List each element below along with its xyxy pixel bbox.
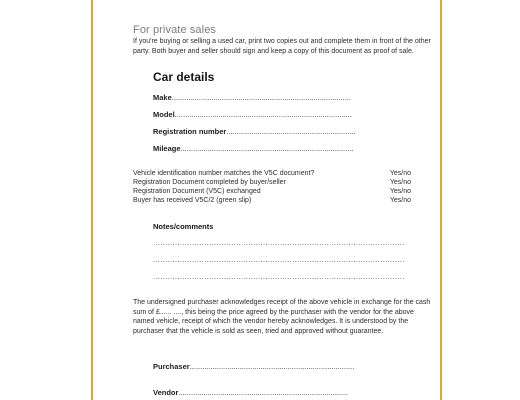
check-row (133, 188, 411, 195)
check-row (133, 170, 411, 177)
registration-number-label: Registration number (153, 127, 227, 136)
page-border-left (91, 0, 93, 400)
mileage-label: Mileage (153, 144, 181, 153)
vendor-signature-field (153, 388, 347, 397)
notes-line: ....................................................................................................... (153, 274, 405, 281)
purchaser-label: Purchaser (153, 362, 190, 371)
model-field (153, 110, 352, 119)
acknowledgement-paragraph: The undersigned purchaser acknowledges receipt of the above vehicle in exchange for the cash sum of £...... ...., this being the price agreed by the purchaser with the vendor for the above named vehicle, receipt of which the vendor hereby acknowledges. It is understood by the purchaser that the vehicle is sold as seen, tried and approved without guarantee. (133, 299, 431, 335)
check-text: Registration Document completed by buyer/seller (133, 179, 286, 186)
model-dots: ..................................................................................... (174, 110, 352, 119)
purchaser-dots: ............................................................................... (189, 362, 355, 371)
mileage-dots: ................................................................................... (180, 144, 354, 153)
vendor-label: Vendor (153, 388, 179, 397)
model-label: Model (153, 110, 175, 119)
make-label: Make (153, 93, 172, 102)
notes-line: ....................................................................................................... (153, 257, 405, 264)
make-dots: ...................................................................................... (171, 93, 351, 102)
mileage-field (153, 144, 353, 153)
notes-title: Notes/comments (153, 222, 214, 231)
purchaser-signature-field (153, 362, 354, 371)
make-field (153, 93, 351, 102)
check-row (133, 179, 411, 186)
check-answer: Yes/no (389, 179, 411, 186)
check-text: Registration Document (V5C) exchanged (133, 188, 261, 195)
check-row (133, 197, 411, 204)
section-heading: For private sales (133, 24, 217, 36)
check-answer: Yes/no (389, 170, 411, 177)
check-answer: Yes/no (389, 197, 411, 204)
car-details-title: Car details (153, 70, 215, 84)
registration-number-field (153, 127, 356, 136)
check-text: Vehicle identification number matches the V5C document? (133, 170, 315, 177)
check-text: Buyer has received V5C/2 (green slip) (133, 197, 252, 204)
notes-line: ....................................................................................................... (153, 240, 405, 247)
registration-number-dots: .............................................................. (226, 127, 356, 136)
page-border-right (440, 0, 442, 400)
vendor-dots: ................................................................................. (178, 388, 348, 397)
check-answer: Yes/no (389, 188, 411, 195)
intro-paragraph: If you're buying or selling a used car, print two copies out and complete them in front of the other party. Both buyer and seller should sign and keep a copy of this document as proof of sale. (133, 38, 431, 55)
